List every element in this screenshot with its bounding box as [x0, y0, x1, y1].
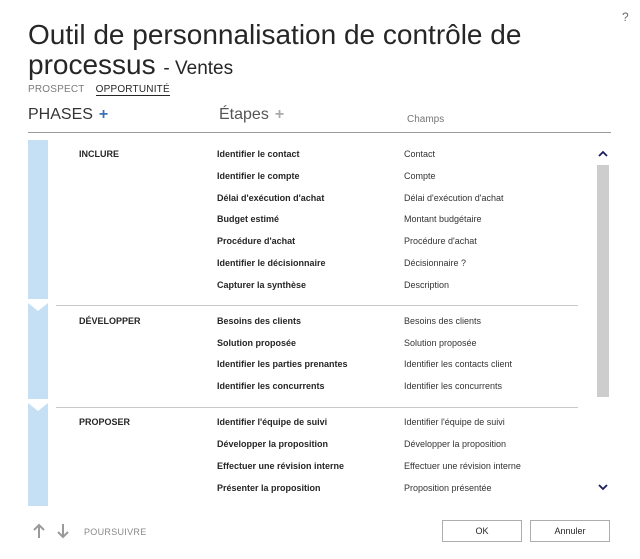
phase-chevron-icon	[28, 299, 48, 313]
step-name[interactable]: Identifier l'équipe de suivi	[217, 417, 328, 427]
field-name[interactable]: Procédure d'achat	[404, 236, 477, 246]
title-subtitle: - Ventes	[163, 58, 234, 79]
step-name[interactable]: Identifier les concurrents	[217, 381, 325, 391]
field-name[interactable]: Contact	[404, 149, 436, 159]
step-name[interactable]: Besoins des clients	[217, 316, 302, 326]
phase-proposer[interactable]	[56, 407, 578, 506]
table-row[interactable]	[56, 316, 576, 338]
field-name[interactable]: Solution proposée	[404, 338, 477, 348]
phase-name[interactable]: DÉVELOPPER	[79, 316, 141, 326]
phase-chevron-icon	[28, 399, 48, 413]
move-up-icon[interactable]	[31, 522, 47, 540]
add-step-button[interactable]: +	[274, 106, 285, 123]
table-row[interactable]	[56, 483, 576, 505]
tab-prospect[interactable]: PROSPECT	[28, 84, 85, 95]
phase-inclure[interactable]	[56, 140, 578, 305]
title-text: Outil de personnalisation de contrôle de processus	[28, 19, 522, 80]
scroll-up-icon[interactable]	[596, 147, 610, 161]
table-row[interactable]	[56, 280, 576, 302]
field-name[interactable]: Proposition présentée	[404, 483, 492, 493]
phases-header-label: PHASES	[28, 106, 93, 123]
move-down-icon[interactable]	[55, 522, 71, 540]
table-row[interactable]	[56, 193, 576, 215]
step-name[interactable]: Présenter la proposition	[217, 483, 321, 493]
table-row[interactable]	[56, 439, 576, 461]
table-row[interactable]	[56, 214, 576, 236]
field-name[interactable]: Identifier les contacts client	[404, 359, 513, 369]
step-name[interactable]: Identifier le compte	[217, 171, 300, 181]
field-name[interactable]: Description	[404, 280, 450, 290]
table-row[interactable]	[56, 149, 576, 171]
field-name[interactable]: Identifier les concurrents	[404, 381, 503, 391]
field-name[interactable]: Délai d'exécution d'achat	[404, 193, 504, 203]
cancel-button[interactable]: Annuler	[530, 520, 610, 542]
field-name[interactable]: Montant budgétaire	[404, 214, 482, 224]
field-name[interactable]: Développer la proposition	[404, 439, 507, 449]
scrollbar-thumb[interactable]	[597, 165, 609, 397]
field-name[interactable]: Identifier l'équipe de suivi	[404, 417, 505, 427]
step-name[interactable]: Effectuer une révision interne	[217, 461, 345, 471]
step-name[interactable]: Identifier les parties prenantes	[217, 359, 348, 369]
continue-button[interactable]: POURSUIVRE	[84, 527, 147, 537]
field-name[interactable]: Besoins des clients	[404, 316, 482, 326]
field-name[interactable]: Effectuer une révision interne	[404, 461, 521, 471]
phase-bar	[28, 140, 48, 506]
step-name[interactable]: Identifier le contact	[217, 149, 300, 159]
process-panel	[28, 140, 611, 506]
step-name[interactable]: Capturer la synthèse	[217, 280, 307, 290]
phase-developper[interactable]	[56, 305, 578, 407]
table-row[interactable]	[56, 171, 576, 193]
table-row[interactable]	[56, 338, 576, 360]
field-name[interactable]: Compte	[404, 171, 436, 181]
step-name[interactable]: Délai d'exécution d'achat	[217, 193, 325, 203]
header-divider	[28, 132, 611, 133]
table-row[interactable]	[56, 381, 576, 403]
phase-name[interactable]: INCLURE	[79, 149, 119, 159]
ok-button[interactable]: OK	[442, 520, 522, 542]
etapes-header	[219, 106, 284, 124]
champs-header: Champs	[407, 114, 445, 125]
step-name[interactable]: Développer la proposition	[217, 439, 329, 449]
table-row[interactable]	[56, 461, 576, 483]
step-name[interactable]: Solution proposée	[217, 338, 297, 348]
table-row[interactable]	[56, 359, 576, 381]
phases-header	[28, 106, 108, 124]
add-phase-button[interactable]: +	[98, 106, 109, 123]
field-name[interactable]: Décisionnaire ?	[404, 258, 467, 268]
scroll-down-icon[interactable]	[596, 480, 610, 494]
step-name[interactable]: Budget estimé	[217, 214, 280, 224]
step-name[interactable]: Identifier le décisionnaire	[217, 258, 326, 268]
tab-bar	[28, 84, 178, 96]
dialog-footer	[28, 520, 611, 546]
table-row[interactable]	[56, 417, 576, 439]
table-row[interactable]	[56, 258, 576, 280]
etapes-header-label: Étapes	[219, 106, 269, 123]
table-row[interactable]	[56, 236, 576, 258]
help-icon[interactable]: ?	[622, 10, 629, 24]
tab-opportunite[interactable]: OPPORTUNITÉ	[95, 84, 170, 95]
step-name[interactable]: Procédure d'achat	[217, 236, 296, 246]
page-title	[28, 20, 588, 84]
phase-name[interactable]: PROPOSER	[79, 417, 131, 427]
